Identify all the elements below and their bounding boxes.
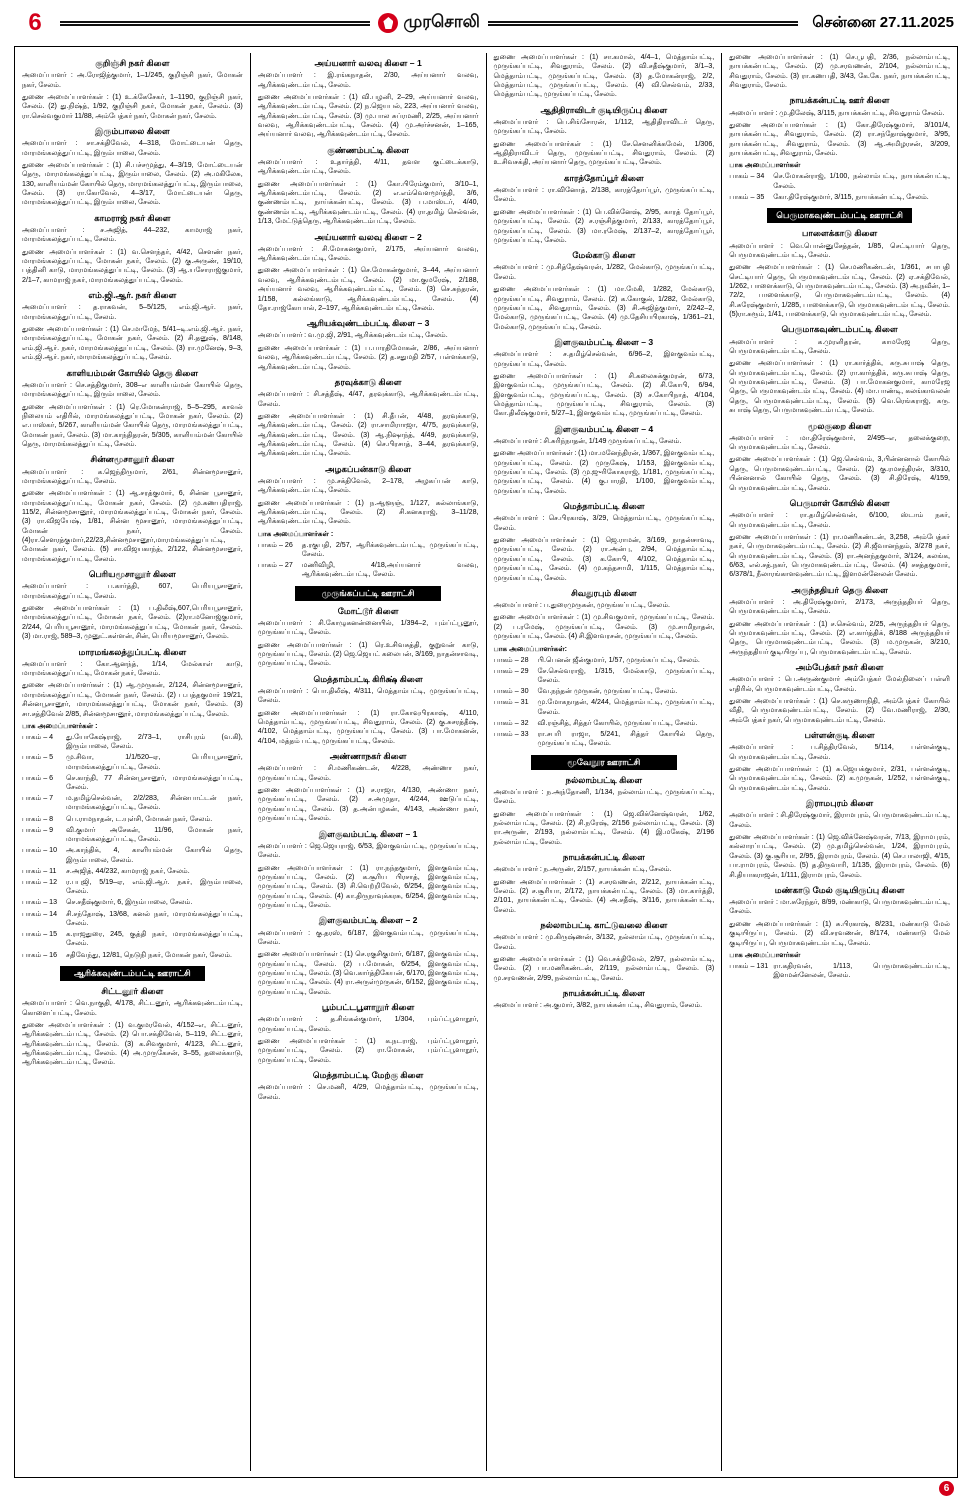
branch-heading: மோட்டூர் கிளை: [337, 605, 399, 616]
organiser-paragraph: துணை அமைப்பாளர்கள் : (1) உ.க்கேசேகர், 1–1190, குறிஞ்சி நகர், சேலம். (2) து.நிஷ்த், 1/92, குறிஞ்சி நகர், மோகன் நகர், சேலம். (3) ரா.செல்வகுமார் 11/88, அம்பேத்கர் நகர், மோகன் நகர், சேலம்.: [22, 92, 243, 120]
organiser-paragraph: அமைப்பாளர் : செ.பிரகாஷ், 3/29, மெத்தாம்பட்டி, முருங்கப்பட்டி, சேலம்.: [493, 514, 715, 532]
branch-heading: இராமபுரம் கிளை: [805, 798, 874, 809]
branch-heading: சிட்டனூர் கிளை: [101, 985, 164, 996]
organiser-paragraph: துணை அமைப்பாளர்கள் : (1) சி.பச்சமுத்து, 4–3/19, மோட்டையன் தெரு, மாரமங்கலத்துப்பட்டி, இரும்பாலை, சேலம். (2) அ.மகிலேசு, 130, காளியம்மன் கோயில் தெரு, மாரமங்கலத்துப்பட்டி, இரும்பாலை, சேலம். (3) ரா.கோவேல், 4–3/17, மோட்டையன் தெரு, மாரமங்கலத்துப்பட்டி, இரும்பாலை, சேலம்.: [22, 160, 243, 207]
organiser-paragraph: அமைப்பாளர் : சி.மணிகண்டன், 4/228, அண்ணா நகர், முருங்கப்பட்டி, சேலம்.: [257, 764, 479, 782]
part-organiser-name: கோ.திரேஷ்குமார், 3/115, நாயக்கன்பட்டி, சேலம்.: [773, 192, 929, 201]
part-number: பாகம் – 26: [257, 540, 293, 549]
part-organiser-name: செ.சதீஷ்குமார், 6, இரும்பாலை, சேலம்.: [66, 898, 193, 907]
branch-heading: இரும்பாலை கிளை: [95, 126, 170, 137]
part-organisers-subheading: பாக அமைப்பாளர்கள்:: [493, 644, 567, 653]
organiser-paragraph: துணை அமைப்பாளர்கள் : (1) கோ.திரேஷ்குமார், 3/101/4, நாயக்கன்பட்டி, சிவதுராம், சேலம். (2) ரா.சந்தோஷ்குமார், 3/95, நாயக்கன்பட்டி, சிவதுராம், சேலம். (3) ஆ.அமிழரசன், 3/209, நாயக்கன்பட்டி, சிவதுராம், சேலம்.: [729, 121, 950, 158]
organiser-paragraph: அமைப்பாளர் : பொ.திலீஷ், 4/311, மெத்தாம்பட்டி, முருங்கப்பட்டி, சேலம்.: [257, 687, 479, 705]
organiser-paragraph: அமைப்பாளர் : பெ.சிங்சோரன், 1/112, ஆதிதிராவிடர் தெரு, முருங்கப்பட்டி, சேலம்.: [493, 118, 715, 136]
organiser-paragraph: துணை அமைப்பாளர்கள் : (1) ரா.மணிகண்டன், 3,258, அம்பேத்கர் நகர், பெருமாகவுண்டம்பட்டி, சேலம். (2) சி.ஜீவானந்தம், 3/278 நகர், பெருமாகவுண்டம்பட்டி, சேலம். (3) ரா.அனந்தகுமார், 3/124, கலங்க, 6/63, எல்.சத்.நகர், பெருமாகவுண்டம்பட்டி, சேலம். (4) சசத்தகுமார், 6/378/1, நீலாரங்காளவுண்டம்பட்டி, இளமன்னேலன் சேலம்.: [729, 532, 950, 579]
part-organiser-name: பி.பெனன் ஜீன்குமார், 1/57, முருங்கப்பட்டி, சேலம்.: [537, 655, 700, 664]
part-organiser-name: மு.சிவா, 1/1/520–ஏ, பெரியபூசானூர், மாரமங்கலத்துப்பட்டி, சேலம்.: [66, 753, 243, 771]
branch-heading: நல்லாம்பட்டி காட்டுவலை கிளை: [540, 920, 668, 931]
part-number: பாகம் – 33: [493, 730, 529, 739]
organiser-paragraph: அமைப்பாளர் : ந.அருண், 2/157, நாயக்கன்பட்டி, சேலம்.: [493, 865, 672, 874]
part-number: பாகம் – 35: [729, 192, 765, 201]
organiser-paragraph: துணை அமைப்பாளர்கள் : (1) சி.கலைசுக்குமரன், 6/73, இளகுவம்பட்டி, முருங்கப்பட்டி, சேலம். (2) சி.கோபி, 6/94, இளகுவம்பட்டி, முருங்கப்பட்டி, சேலம். (3) ச.கோபிநாத், 4/104, மெத்தாம்பட்டி, முருங்கப்பட்டி, சிவதுராம், சேலம். (3) கோ.திலீஷ்குமார், 5/27–1, இளகுவம்பட்டி, முருங்கப்பட்டி, சேலம்.: [493, 371, 715, 418]
organiser-paragraph: அமைப்பாளர் : சி.மோகனகுமார், 2/175, அய்யனார் வலவு, ஆரிக்கவுண்டம்பட்டி, சேலம்.: [257, 244, 479, 263]
organiser-paragraph: அமைப்பாளர் : செ.சத்திகுமார், 308–எ காளியம்மன் கோயில் தெரு, மாரமங்கலத்துப்பட்டி, இரும்பாலை, சேலம்.: [22, 380, 243, 399]
branch-heading: ஆதிதிராவிடர் குடியிருப்பு கிளை: [540, 104, 668, 115]
organiser-paragraph: துணை அமைப்பாளர்கள் : (1) ஜெ.செல்வம், 3,பின்னனால் கோயில் தெரு, பெருமாகவுண்டம்பட்டி, சேலம். (2) கு.ரமசந்திரன், 3/310, பின்னனால் கோயில் தெரு, சேலம். (3) சி.திரேஷ், 4/159, பெருமாகவுண்டம்பட்டி, சேலம்.: [729, 455, 950, 492]
organiser-paragraph: துணை அமைப்பாளர்கள் : (1) ரா.கோவுபிரகாஷ், 4/110, மெத்தாம்பட்டி, முருங்கப்பட்டி, சிவதுராம், சேலம். (2) கு.சுசரத்தீஷ், 4/102, மெத்தாம்பட்டி, முருங்கப்பட்டி, சேலம். (3) பா.மோகனன், 4/104, மத்தம் பட்டி, முருங்கப்பட்டி, சேலம்.: [257, 708, 479, 745]
part-organisers-subheading: பாக அமைப்பாளர்கள் :: [22, 721, 98, 730]
branch-heading: அய்யனார் வலவு கிளை – 2: [314, 231, 422, 242]
organiser-paragraph: துணை அமைப்பாளர்கள் : (1) ஜெ.விக்னேஷ்வரன், 1/62, நல்லாம்பட்டி, சேலம். (2) சி.நரேஷ், 2/156 நல்லாம்பட்டி, சேலம். (3) ரா.அருண், 2/193, நல்லாம்பட்டி, சேலம். (4) இ.மகேஷ், 2/196 நல்லாம்பட்டி, சேலம்.: [493, 809, 715, 846]
organiser-paragraph: துணை அமைப்பாளர்கள் : (1) மா.மனேந்திரன், 1/367, இளகுவம்பட்டி, முருங்கப்பட்டி, சேலம். (2) முருகேஷ், 1/153, இளகுவம்பட்டி, முருங்கப்பட்டி, சேலம். (3) மு.ஜுரிகோகராஜ், 1/181, முருங்கப்பட்டி, முருங்கப்பட்டி, சேலம். (4) கு.பாரதி, 1/100, இளகுவம்பட்டி, முருங்கப்பட்டி, சேலம்.: [493, 449, 715, 495]
organiser-paragraph: அமைப்பாளர் : வெ.நாகுதி, 4/178, சிட்டனூர், ஆரிக்கவுண்டம்பட்டி, கொளைப்பட்டி, சேலம்.: [22, 999, 243, 1017]
part-organiser-row: [22, 753, 243, 771]
organiser-paragraph: அமைப்பாளர் : மு.சக்திவேல், 2–178, அழகப்பன் காடு, ஆரிக்கவுண்டம்பட்டி, சேலம்.: [257, 476, 479, 495]
branch-heading: மெத்தாம்பட்டி கிரிக்ஷ் கிளை: [313, 673, 423, 684]
organiser-paragraph: அமைப்பாளர் : அ.ரோஜித்குமார், 1–1/245, குறிஞ்சி நகர், மோகன் நகர், சேலம்.: [22, 71, 243, 89]
part-number: பாகம் – 131: [729, 961, 769, 970]
organiser-paragraph: அமைப்பாளர் : த.சிங்கன்குமார், 1/304, பும்ப்ட்பூளாநூர், முருங்கப்பட்டி, சேலம்.: [257, 1015, 479, 1033]
organiser-paragraph: துணை அமைப்பாளர்கள் : (1) ச.செல்வம், 2/25, அருந்ததியர் தெரு, பெருமாகவுண்டம்பட்டி, சேலம். (2) எ.கார்த்திக், 8/188 அருந்ததியர் தெரு, பெருமாகவுண்டம்பட்டி, சேலம். (3) ம.முருகன், 3/210, அருந்ததியர் குடியிருப்பு, பெருமாகவுண்டம்பட்டி, சேலம்.: [729, 619, 950, 656]
masthead-center: [378, 12, 480, 34]
branch-heading: அம்பேத்கர் நகர் கிளை: [795, 662, 884, 673]
organiser-paragraph: அமைப்பாளர் : வ.மு.ஜி, 2/91, ஆரிக்கவுண்டம்பட்டி, சேலம்.: [257, 331, 448, 340]
part-organiser-row: [22, 846, 243, 864]
part-number: பாகம் – 9: [22, 825, 54, 834]
organiser-paragraph: துணை அமைப்பாளர்கள் : (1) ஜெ.ராமன், 3/169, நாதன்சாவடி, முருங்கப்பட்டி, சேலம். (2) ரா.அன்பு, 2/94, மெத்தாம்பட்டி, முருங்கப்பட்டி, சேலம். (3) க.கோபி, 4/102, மெத்தாம்பட்டி, முருங்கப்பட்டி, சேலம். (4) மு.கந்தசாமி, 1/115, மெத்தாம்பட்டி, முருங்கப்பட்டி, சேலம்.: [493, 536, 715, 582]
part-number: பாகம் – 7: [22, 794, 54, 803]
part-organiser-name: செ.மோகன்ராஜ், 1/100, நல்லாம்பட்டி, நாயக்கன்பட்டி, சேலம்.: [773, 172, 950, 190]
organiser-paragraph: துணை அமைப்பாளர்கள் : (1) ரா.நந்தகுமார், இளகுவம்பட்டி, முருங்கப்பட்டி, சேலம். (2) க.சூரிய பிரசாத், இளகுவம்பட்டி, முருங்கப்பட்டி, சேலம். (3) சி.வெற்றிவேல், 6/254, இளகுவம்பட்டி, முருங்கப்பட்டி, சேலம். (4) கா.திருநாவுக்கரசு, 6/254, இளகுவம்பட்டி, முருங்கப்பட்டி, சேலம்.: [257, 863, 479, 909]
organiser-paragraph: துணை அமைப்பாளர்கள் : (1) ஆ.சரத்குமார், 6, சின்ன பூசானூர், மாரமங்கலத்துப்பட்டி, மோகன் நகர், சேலம். (2) மு.கணபதிராஜ், 115/2, சின்னமூசானூர், மாரமங்கலத்துப்பட்டி, மோகன் நகர், சேலம். (3) ரா.விஜயேஷ், 1/81, சின்ன மூசானூர், மாரமங்கலத்துப்பட்டி, மோகன் நகர், சேலம். (4)ரா.சௌரத்குமார்,22/23,சின்னமூசானூர்,மாரமங்கலத்துப்பட்டி, மோகன் நகர், சேலம். (5) சா.விஜயகாந்த், 2/122, சின்னமூசானூர், மாரமங்கலத்துப்பட்டி, சேலம்.: [22, 489, 243, 563]
part-number: பாகம் – 4: [22, 732, 54, 741]
part-organiser-name: சதிவேந்து, 12/81, நெடுநி நகர், மோகன் நகர், சேலம்.: [66, 950, 232, 959]
part-number: பாகம் – 16: [22, 950, 58, 959]
organiser-paragraph: துணை அமைப்பாளர்கள் : (1) ரா.கார்த்திக், கரு.சுபாஷ் தெரு, பெருமாகவுண்டம்பட்டி, சேலம். (2) ரா.கார்த்திக், கரு.சுபாஷ் தெரு, பெருமாகவுண்டம்பட்டி, சேலம். (3) பா.மோகனகுமார், காமரேஜ தெரு, பெருமாகவுண்டம்பட்டி, சேலம். (4) மா.பாண்டி, கலங்காவலன் தெரு, பெருமாகவுண்டம்பட்டி, சேலம். (5) வெ.ரெங்கராஜ், கரு. சுபாஷ் தெரு, பெருமாகவுண்டம்பட்டி, சேலம்.: [729, 359, 950, 415]
branch-heading: பெருமாகவுண்டம்பட்டி கிளை: [781, 324, 898, 335]
part-organiser-name: ச.அஜித், 44/232, காமராஜ் நகர், சேலம்.: [66, 866, 190, 875]
organiser-paragraph: துணை அமைப்பாளர்கள் : (1) சி.தீபன், 4/48, தரவுக்காடு, ஆரிக்கவுண்டம்பட்டி, சேலம். (2) ரா.சாமிராாஜா, 4/75, தரவுக்காடு, ஆரிக்கவுண்டம்பட்டி, சேலம். (3) ஆ.நிஷாந்த், 4/49, தரவுக்காடு, ஆரிக்கவுண்டம்பட்டி, சேலம். (4) செ.பிரசாத், 3–44, தரவுக்காடு, ஆரிக்கவுண்டம்பட்டி, சேலம்.: [257, 411, 479, 458]
part-organisers-subheading: பாக அமைப்பாளர்கள் :: [257, 529, 334, 538]
organiser-paragraph: துணை அமைப்பாளர்கள் : (1) ச.சரவணன், 2/212, நாயக்கன்பட்டி, சேலம். (2) ச.சூரியா, 2/172, நாயக்கன்பட்டி, சேலம். (3) மா.கார்த்தி, 2/101, நாயக்கன்பட்டி, சேலம். (4) அ.சதீஷ், 3/116, நாயக்கன்பட்டி, சேலம்.: [493, 877, 715, 914]
organiser-paragraph: அமைப்பாளர் : ப.கார்த்தி, 607, பெரியபூசானூர், மாரமங்கலத்துப்பட்டி, சேலம்.: [22, 582, 243, 600]
part-number: பாகம் – 8: [22, 814, 54, 823]
part-organiser-name: து.யோகேஷ்ராஜ், 2/73–1, ராசிபுரம் (வ.கி), இரும்பாலை, சேலம்.: [66, 732, 243, 751]
organiser-paragraph: அமைப்பாளர் : மா.சுரேந்தர், 8/99, மண்காடு, பெருமாகவுண்டம்பட்டி, சேலம்.: [729, 898, 950, 916]
branch-heading: அண்ணாநகர் கிளை: [329, 751, 407, 762]
part-organiser-name: சே.செல்வராஜ், 1/315, மேல்காடு, முருங்கப்பட்டி, சேலம்.: [537, 666, 715, 684]
organiser-paragraph: அமைப்பாளர் : ரா.வினோத், 2/138, காரத்தோப்பூர், முருங்கப்பட்டி, சேலம்.: [493, 186, 715, 204]
organiser-paragraph: துணை அமைப்பாளர்கள் : (1) வி.பழனி, 2–29, அய்யனார் வலவு, ஆரிக்கவுண்டம்பட்டி, சேலம். (2) ந.ஜெயபல், 223, அய்யனார் வலவு, ஆரிக்கவுண்டம்பட்டி, சேலம். (3) மு.பால சுப்ரமணி, 2/25, அய்யனார் வலவு, ஆரிக்கவுண்டம்பட்டி, சேலம். (4) மு.அர்ச்சனன், 1–165, அய்யனார் வலவு, ஆரிக்கவுண்டம்பட்டி, சேலம்.: [257, 92, 479, 139]
organiser-paragraph: துணை அமைப்பாளர்கள் : (1) செ.மணிகண்டன், 1/361, சபாபதி செட்டியார் தெரு, பெருமாகவுண்டம்பட்டி, சேலம். (2) ஏ.சக்திவேல், 1/262, பாளைக்காடு, பெருமாகவுண்டம்பட்டி, சேலம். (3) அ.நவீன், 1–72/2, பாளைக்காடு, பெருமாகவுண்டம்பட்டி, சேலம். (4) சி.சுரேஷ்குமார், 1/285, பாளைக்காடு, பெருமாகவுண்டம்பட்டி, சேலம். (5)ரா.சுரூம், 1/41, பாளைக்காடு, பெருமாகவுண்டம்பட்டி, சேலம்.: [729, 263, 950, 319]
part-organiser-row: [729, 193, 950, 202]
part-organiser-row: [494, 698, 715, 716]
organiser-paragraph: துணை அமைப்பாளர்கள் : (1) சே.சௌனிக்கமேல், 1/306, ஆதிதிராவிடர் தெரு, முருங்கப்பட்டி, சிவதுராம், சேலம். (2) உ.சிவசக்தி, அய்யனார் தெரு, முருங்கப்பட்டி, சேலம்.: [493, 139, 715, 167]
branch-heading: நல்லாம்பட்டி கிளை: [565, 774, 643, 785]
part-organiser-name: த.ரகுபதி, 2/57, ஆரிக்கவுண்டம்பட்டி, முருங்கப்பட்டி, சேலம்.: [301, 540, 479, 558]
branch-heading: நாயக்கன்பட்டி கிளை: [562, 852, 645, 863]
part-organiser-row: [22, 878, 243, 896]
part-organiser-name: அ.காந்திக், 4, காளியம்மன் கோயில் தெரு, இரும்பாலை, சேலம்.: [66, 846, 243, 864]
part-number: பாகம் – 34: [729, 172, 765, 181]
part-organiser-name: க.ராஜதுரை, 245, குத்தி நகர், மாரமங்கலத்துப்பட்டி, சேலம்.: [66, 930, 243, 948]
part-number: பாகம் – 13: [22, 898, 58, 907]
organiser-paragraph: துணை அமைப்பாளர்கள் : (1) மா.மேகி, 1/282, மேல்காடு, முருங்கப்பட்டி, சிவதுராம், சேலம். (2) க.கோகுல், 1/282, மேல்காடு, முருங்கப்பட்டி, சிவதுராம், சேலம். (3) சி.அஜித்குமார், 2/242–2, மேல்காடு, முருங்கப்பட்டி, சேலம். (4) மு.தேசியபிரகாஷ், 1/361–21, மேல்காடு, முருங்கப்பட்டி, சேலம்.: [493, 285, 715, 331]
branch-heading: காளியம்மன் கோயில் தெரு கிளை: [66, 367, 199, 378]
organiser-paragraph: அமைப்பாளர் : மு.திலேஷ், 3/115, நாயக்கன்பட்டி, சிவதுராம் சேலம்.: [729, 108, 945, 117]
part-organiser-row: [22, 930, 243, 948]
branch-heading: இளகுவம்பட்டி கிளை – 3: [554, 336, 654, 347]
branch-heading: நாயக்கன்பட்டி கிளை: [562, 988, 645, 999]
organiser-paragraph: அமைப்பாளர் : கு.தரஸ், 6/187, இளகுவம்பட்டி, முருங்கப்பட்டி, சேலம்.: [257, 928, 479, 946]
column-2: [250, 53, 486, 1471]
organiser-paragraph: துணை அமைப்பாளர்கள் : (1) சு.ஜெயக்குமார், 2/31, பள்ளன்குடி, பெருமாகவுண்டம்பட்டி, சேலம். (2) க.முருகன், 1/252, பள்ளன்குடி, பெருமாகவுண்டம்பட்டி, சேலம்.: [729, 765, 950, 792]
page-number-badge: 6: [939, 1481, 954, 1496]
organiser-paragraph: அமைப்பாளர் : ச.அஜித், 44–232, காமராஜ் நகர், மாரமங்கலத்துப்பட்டி, சேலம்.: [22, 226, 243, 244]
organiser-paragraph: அமைப்பாளர் : ப.சித்திரவேல், 5/114, பள்ளன்குடி, பெருமாகவுண்டம்பட்டி, சேலம்.: [729, 743, 950, 761]
page-number-left: 6: [28, 9, 42, 36]
part-organiser-name: வி.குமார் அசேகன், 11/96, மோகன் நகர், மாரமங்கலத்துப்பட்டி, சேலம்.: [66, 825, 243, 844]
edition-date: சென்னை 27.11.2025: [812, 13, 954, 31]
part-organiser-row: [258, 561, 479, 579]
branch-heading: தரவுக்காடு கிளை: [334, 376, 402, 387]
branch-heading: மெத்தாம்பட்டி கிளை: [563, 501, 645, 512]
column-1: [15, 53, 250, 1471]
organiser-paragraph: அமைப்பாளர் : பெ.அருண்குமார் அம்பேத்கர் மேல்நிலைப் பள்ளி எதிரில், பெருமாகவுண்டம்பட்டி, சேலம்.: [729, 675, 950, 693]
branch-heading: காமராஜ் நகர் கிளை: [94, 212, 171, 223]
organiser-paragraph: துணை அமைப்பாளர்கள் : (1) ரெ.மோகன்ராஜ், 5–5–295, காவல் நிலையம் எதிரில், மாரமங்கலத்துப்பட்டி, மோகன் நகர், சேலம். (2) எ.பாஸ்கர், 5/267, காளியம்மன் கோயில் தெரு, மாரமங்கலத்துப்பட்டி, மோகன் நகர், சேலம். (3) மா.காந்திதரன், 5/305, காளியம்மன் கோயில் தெரு, மாரமங்கலத்துப்பட்டி, சேலம்.: [22, 402, 243, 448]
branch-heading: அழகப்பன்காடு கிளை: [325, 463, 412, 474]
part-organisers-subheading: பாக அமைப்பாளர்கள்: [729, 950, 801, 959]
organiser-paragraph: துணை அமைப்பாளர்கள் : (1) ப.பாரதிமோகன், 2/86, அய்யனார் வலவு, ஆரிக்கவுண்டம்பட்டி, சேலம். (2) த.சதுமதி 2/57, பள்ளக்காடு, ஆரிக்கவுண்டம்பட்டி, சேலம்.: [257, 343, 479, 371]
part-organiser-row: [22, 733, 243, 751]
organiser-paragraph: துணை அமைப்பாளர்கள் : (1) ஜெ.விக்னேஷ்வரன், 7/13, இராமபுரம், கல்லாரப்பட்டி, சேலம். (2) மு.தமிழ்செல்வன், 1/24, இராமபுரம், சேலம். (3) கு.சூரியா, 2/95, இராமபுரம், சேலம். (4) செ.பாலாஜி, 4/15, பா.ராமபுரம், சேலம். (5) த.திருவாரி, 1/135, இராமபுரம், சேலம். (6) சி.தியாகராஜன், 1/111, இராமபுரம், சேலம்.: [729, 833, 950, 879]
branch-heading: நாயக்கன்பட்டி ஊர் கிளை: [789, 95, 890, 106]
part-organiser-name: சி.சந்தோஷ், 13/68, கனல் நகர், மாரமங்கலத்துப்பட்டி, சேலம்.: [66, 909, 243, 927]
organiser-paragraph: துணை அமைப்பாளர்கள் : (1) சா.கமால், 4/4–1, மெத்தாம்பட்டி, முருங்கப்பட்டி, சிவதுராம், சேலம். (2) வி.சதீஷ்குமார், 3/1–3, மெத்தாம்பட்டி, முருங்கப்பட்டி, சேலம். (3) த.மோகன்ராஜ், 2/2, மெத்தாம்பட்டி, முருங்கப்பட்டி, சேலம். (4) வி.செல்வம், 2/33, மெத்தாம்பட்டி, முருங்கப்பட்டி, சேலம்.: [493, 53, 715, 99]
organiser-paragraph: துணை அமைப்பாளர்கள் : (1) பெ.விக்னேஷ், 2/95, காரத் தோப்பூர், முருங்கப்பட்டி, சேலம். (2) ச.ரஞ்சித்குமார், 2/133, காரத்தோப்பூர், முருங்கப்பட்டி, சேலம். (3) மா.ரமேஷ், 2/137–2, காரத்தோப்பூர், முருங்கப்பட்டி, சேலம்.: [493, 207, 715, 244]
part-organiser-row: [494, 656, 715, 665]
part-organiser-row: [729, 962, 950, 980]
organiser-paragraph: துணை அமைப்பாளர்கள் : (1) செ.மோகன்குமார், 3–44, அய்யனார் வலவு, ஆரிக்கவுண்டம்பட்டி, சேலம். (2) மா.குமரேஷ், 2/188, அய்யனார் வலவு, ஆரிக்கவுண்டம்பட்டி, சேலம். (3) செ.சுந்தரன், 1/158, கல்லங்காடு, ஆரிக்கவுண்டம்பட்டி, சேலம். (4) தோ.ராஜ்கோபால், 2–197, ஆரிக்கவுண்டம்பட்டி, சேலம்.: [257, 266, 479, 312]
branch-heading: மாரமங்கலத்துப்பட்டி கிளை: [78, 646, 187, 657]
organiser-paragraph: துணை அமைப்பாளர்கள் : (1) வ.சௌந்தர், 4/42, சௌண் நகர், மாரமங்கலத்துப்பட்டி, மோகன் நகர், சேலம். (2) கு.அருண், 19/10, பத்தினி காடு, மாரமங்கலத்துப்பட்டி, சேலம். (3) ஆ.யசோராஜ்குமார், 2/1–7, காமராஜ் நகர், மாரமங்கலத்துப்பட்டி, சேலம்.: [22, 247, 243, 284]
part-organiser-row: [494, 687, 715, 696]
masthead: [0, 0, 972, 46]
organiser-paragraph: அமைப்பாளர் : க.ஜெந்திருமார், 2/61, சின்னமூசானூர், மாரமங்கலத்துப்பட்டி, சேலம்.: [22, 467, 243, 485]
publication-title: முரசொலி: [403, 12, 480, 31]
part-organiser-row: [22, 815, 243, 824]
column-4: [721, 53, 957, 1471]
branch-heading: பெருமாள் கோயில் கிளை: [789, 497, 890, 508]
organiser-paragraph: அமைப்பாளர் : சி.சத்தீஷ், 4/47, தரவுக்காடு, ஆரிக்கவுண்டம்பட்டி, சேலம்.: [257, 390, 479, 408]
branch-heading: குண்ணம்பட்டி கிளை: [327, 144, 409, 155]
organiser-paragraph: துணை அமைப்பாளர்கள் : (1) ப.திலீஷ்,607,பெரியபூசானூர், மாரமங்கலத்துப்பட்டி, மோகன் நகர், சேலம். (2)ரா.மனோஜ்குமார், 2/244, பெரியபூசானூர், மாரமங்கலத்துப்பட்டி, மோகன் நகர், சேலம். (3) மா.ராஜ், 589–3, முனுட்.கள்ளன், சின், பெரியமூசானூர், சேலம்.: [22, 604, 243, 641]
organiser-paragraph: அமைப்பாளர் : செ.மணி, 4/29, மெத்தாம்பட்டி, முருங்கப்பட்டி, சேலம்.: [257, 1083, 479, 1101]
organiser-paragraph: அமைப்பாளர் : சி.சுரிந்நாதன், 1/149 முருங்கப்பட்டி, சேலம்.: [493, 436, 682, 445]
branch-heading: ஆரியக்வுண்டம்பட்டி கிளை – 3: [306, 318, 430, 329]
part-organiser-row: [22, 951, 243, 960]
article-columns: [14, 46, 958, 1478]
organiser-paragraph: அமைப்பாளர் : சி.கோழுகனன்னையில், 1/394–2, பும்ப்ட்பூனூர், முருங்கப்பட்டி, சேலம்.: [257, 618, 479, 637]
part-organisers-subheading: பாக அமைப்பாளர்கள்: [729, 161, 801, 170]
part-number: பாகம் – 27: [257, 561, 293, 570]
part-organiser-row: [22, 826, 243, 844]
part-organiser-name: ரா.கதிரவன், 1/113, பெருமாகவுண்டம்பட்டி, இளமன்னேலன், சேலம்.: [773, 961, 950, 980]
panchayat-heading: ஆரிக்கவுண்டம்பட்டி ஊராட்சி: [60, 966, 206, 981]
branch-heading: எம்.ஜி.ஆர். நகர் கிளை: [88, 290, 177, 301]
part-organiser-name: ரா.சபரி ராஜா, 5/241, சித்தர் கோயில் தெரு, முருங்கப்பட்டி, சேலம்.: [537, 730, 715, 748]
branch-heading: இளகுவம்பட்டி கிளை – 4: [554, 423, 654, 434]
branch-heading: பள்ளன்குடி கிளை: [804, 730, 875, 741]
organiser-paragraph: அமைப்பாளர் : மு.கிருஷ்ணன், 3/132, நல்லாம்பட்டி, முருங்கப்பட்டி, சேலம்.: [493, 933, 715, 951]
branch-heading: அய்யனார் வலவு கிளை – 1: [314, 58, 422, 68]
organiser-paragraph: துணை அமைப்பாளர்கள் : (1) ஆ.முருகன், 2/124, சின்னமூசானூர், மாரமங்கலத்துப்பட்டி, மோகன் நகர், சேலம். (2) ப.பத்தகுமார் 19/21, சின்னபூசானூர், மாரமங்கலத்துப்பட்டி, மோகன் நகர், சேலம். (3) சா.சத்திவேல் 2/85, சின்னமூசானூர், மாரமங்கலத்துப்பட்டி, சேலம்.: [22, 681, 243, 718]
organiser-paragraph: அமைப்பாளர் : த.ராகவன், 5–5/125, எம்.ஜி.ஆர். நகர், மாரமங்கலத்துப்பட்டி, சேலம்.: [22, 303, 243, 321]
branch-heading: பூம்பட்டபூளாநூர் கிளை: [321, 1002, 415, 1013]
part-number: பாகம் – 29: [493, 666, 529, 675]
organiser-paragraph: துணை அமைப்பாளர்கள் : (1) செ.ரகுசிகுமார், 6/187, இளகுவம்பட்டி, முருங்கப்பட்டி, சேலம். (2) ப.மோகன், 6/254, இளகுவம்பட்டி, முருங்கப்பட்டி, சேலம். (3) வெ.கார்த்திகேயன், 6/170, இளகுவம்பட்டி, முருங்கப்பட்டி, சேலம். (4) ரா.அருள்முருகன், 6/152, இளகுவம்பட்டி, முருங்கப்பட்டி, சேலம்.: [257, 950, 479, 996]
panchayat-heading: பெருமாகவுண்டம்பட்டி ஊராட்சி: [767, 208, 913, 223]
part-number: பாகம் – 5: [22, 753, 54, 762]
organiser-paragraph: துணை அமைப்பாளர்கள் : (1) ச.ராஜா, 4/130, அண்ணா நகர், முருங்கப்பட்டி, சேலம். (2) ச.அமுதா, 4/244, ஊடுப்பட்டி, முருங்கப்பட்டி, சேலம். (3) த.அன்பழகன், 4/143, அண்ணா நகர், முருங்கப்பட்டி, சேலம்.: [257, 786, 479, 823]
part-organiser-name: மணிவிழி, 4/18,அய்யனார் வலவு, ஆரிக்கவுண்டம்பட்டி, சேலம்.: [301, 561, 479, 579]
part-number: பாகம் – 11: [22, 866, 57, 875]
organiser-paragraph: அமைப்பாளர் : உதார்த்தி, 4/11, தவள குட்டைக்காடு, ஆரிக்கவுண்டம்பட்டி, சேலம்.: [257, 157, 479, 176]
part-number: பாகம் – 30: [493, 687, 529, 696]
part-number: பாகம் – 10: [22, 846, 58, 855]
part-organiser-row: [22, 867, 243, 876]
organiser-paragraph: அமைப்பாளர் : ரா.தமிழ்செல்வன், 6/100, ஸ்டாம் நகர், பெருமாகவுண்டம்பட்டி, சேலம்.: [729, 511, 950, 529]
part-organiser-row: [22, 794, 243, 812]
part-number: பாகம் – 31: [493, 698, 529, 707]
organiser-paragraph: அமைப்பாளர் : ப.துரைமுருகன், முருங்கப்பட்டி, சேலம்.: [493, 601, 671, 610]
branch-heading: மேல்காடு கிளை: [572, 250, 636, 261]
panchayat-heading: முருங்கப்பட்டி ஊராட்சி: [295, 586, 441, 601]
organiser-paragraph: துணை அமைப்பாளர்கள் : (1) ந.ஆளூஞ், 1/127, கல்லாங்காடு, ஆரிக்கவுண்டம்பட்டி, சேலம். (2) சி.கனகராஜ், 3–11/28, ஆரிக்கவுண்டம்பட்டி, சேலம்.: [257, 498, 479, 526]
organiser-paragraph: அமைப்பாளர் : மு.சித்தேஷ்வரன், 1/282, மேல்காடு, முருங்கப்பட்டி, சேலம்.: [493, 263, 715, 281]
part-organiser-row: [22, 910, 243, 928]
masthead-rule-left: [60, 21, 370, 26]
organiser-paragraph: அமைப்பாளர் : கோ.ஆனந்த், 1/14, மேல்காள் காடு, மாரமங்கலத்துப்பட்டி, மோகன் நகர், சேலம்.: [22, 659, 243, 678]
part-number: பாகம் – 28: [493, 655, 529, 664]
part-number: பாகம் – 12: [22, 877, 58, 886]
part-organiser-name: மு.மோகநாதன், 4/244, மெத்தாம்பட்டி, முருங்கப்பட்டி, சேலம்.: [537, 698, 715, 716]
panchayat-heading: மூவேநூர ஊராட்சி: [531, 755, 677, 770]
part-organiser-row: [494, 667, 715, 685]
column-3: [486, 53, 722, 1471]
murasoli-emblem-icon: [378, 13, 398, 33]
organiser-paragraph: அமைப்பாளர் : சா.சக்திவேல், 4–318, மோட்டையன் தெரு, மாரமங்கலத்துப்பட்டி, இரும்பாலை, சேலம்.: [22, 139, 243, 157]
part-organiser-name: ம.தமிழ்செல்வன், 2/2/283, சின்னபாட்டன் நகர், மாரமங்கலத்துப்பட்டி, சேலம்.: [66, 794, 243, 812]
organiser-paragraph: துணை அமைப்பாளர்கள் : (1) மு.சிவகுமார், முருங்கப்பட்டி, சேலம். (2) ப.ரமேஷ், முருங்கப்பட்டி, சேலம். (3) மு.சாமிநாதன், முருங்கப்பட்டி, சேலம். (4) சி.இளவரசன், முருங்கப்பட்டி, சேலம்.: [493, 613, 715, 641]
part-organiser-row: [22, 898, 243, 907]
part-organiser-row: [494, 719, 715, 728]
organiser-paragraph: அமைப்பாளர் : வெ.பொன்னுசேத்தன், 1/85, செட்டியார் தெரு, பெருமாகவுண்டம்பட்டி, சேலம்.: [729, 241, 950, 259]
part-number: பாகம் – 32: [493, 718, 529, 727]
organiser-paragraph: அமைப்பாளர் : அ.குமார், 3/82, நாயக்கன்பட்டி, சிவதுராம், சேலம்.: [493, 1001, 703, 1010]
part-organiser-name: வி.ரஞ்சித், சித்தர் கோயில், முருங்கப்பட்டி, சேலம்.: [537, 718, 698, 727]
masthead-rule-right: [488, 21, 798, 26]
branch-heading: பெரியமூசானூர் கிளை: [88, 569, 176, 580]
branch-heading: மூலகுறை கிளை: [807, 420, 872, 431]
branch-heading: இளகுவம்பட்டி கிளை – 2: [318, 915, 418, 926]
organiser-paragraph: துணை அமைப்பாளர்கள் : (1) வ.குமரவேல், 4/152–எ, சிட்டனூர், ஆரிக்கவுண்டம்பட்டி, சேலம். (2) பொ.சக்திவேல், 5–119, சிட்டனூர், ஆரிக்கவுண்டம்பட்டி, சேலம். (3) க.சிவகுமார், 4/123, சிட்டனூர், ஆரிக்கவுண்டம்பட்டி, சேலம். (4) அ.முருகேசன், 3–55, தலைக்காடு, ஆரிக்கவுண்டம்பட்டி, சேலம்.: [22, 1020, 243, 1067]
part-organiser-name: வே.நந்தன் முருகன், முருங்கப்பட்டி, சேலம்.: [537, 687, 678, 696]
organiser-paragraph: அமைப்பாளர் : ஜெ.ஜெயராஜ், 6/53, இளகுவம்பட்டி, முருங்கப்பட்டி, சேலம்.: [257, 841, 479, 860]
branch-heading: காரத்தோப்பூர் கிளை: [564, 172, 644, 183]
branch-heading: மண்காடு மேல் குடியிருப்பு கிளை: [774, 884, 905, 895]
branch-heading: பாளைக்காடு கிளை: [802, 228, 878, 239]
organiser-paragraph: துணை அமைப்பாளர்கள் : (1) வெ.சக்திவேல், 2/97, நல்லாம்பட்டி, சேலம். (2) பா.மணிகண்டன், 2/119, நல்லாம்பட்டி, சேலம். (3) மு.சரவணன், 2/99, நல்லாம்பட்டி, சேலம்.: [493, 955, 715, 982]
organiser-paragraph: துணை அமைப்பாளர்கள் : (1) சு.பிரகாஷ், 8/231, மண்காடு மேல் குடியிருப்பு, சேலம். (2) வி.சரவணன், 8/174, மண்காடு மேல் குடியிருப்பு, பெருமாகவுண்டம்பட்டி, சேலம்.: [729, 919, 950, 947]
organiser-paragraph: அமைப்பாளர் : இ.ரங்கநாதன், 2/30, அய்யனார் வலவு, ஆரிக்கவுண்டம்பட்டி, சேலம்.: [257, 71, 479, 89]
part-number: பாகம் – 15: [22, 930, 58, 939]
branch-heading: இளகுவம்பட்டி கிளை – 1: [318, 828, 418, 839]
organiser-paragraph: அமைப்பாளர் : க.முரளிதரன், காமரேஜ தெரு, பெருமாகவுண்டம்பட்டி, சேலம்.: [729, 337, 950, 355]
organiser-paragraph: அமைப்பாளர் : அ.திரேஷ்குமார், 2/173, அருந்ததியர் தெரு, பெருமாகவுண்டம்பட்டி, சேலம்.: [729, 597, 950, 616]
part-organiser-row: [258, 541, 479, 559]
part-number: பாகம் – 14: [22, 909, 58, 918]
organiser-paragraph: அமைப்பாளர் : சி.திரேஷ்குமார், இராமபுரம், பெருமாகவுண்டம்பட்டி, சேலம்.: [729, 811, 950, 829]
branch-heading: குறிஞ்சி நகர் கிளை: [95, 58, 170, 68]
organiser-paragraph: துணை அமைப்பாளர்கள் : (1) ரெ.உசிவசுத்தி, குறுவன் காடு, முருங்கப்பட்டி, சேலம். (2) ஜெ.ஜெயட் கலைபன், 3/169, நாதன்சாவடி, முருங்கப்பட்டி, சேலம்.: [257, 640, 479, 668]
branch-heading: அருந்ததியா் தெரு கிளை: [791, 584, 888, 595]
part-organiser-name: செ.காந்தி, 77 சின்னபூசானூர், மாரமங்கலத்துப்பட்டி, சேலம்.: [66, 773, 243, 792]
part-organiser-row: [494, 730, 715, 748]
part-organiser-name: ர.பபுஜி, 5/19–ஏ, எம்.ஜி.ஆர். நகர், இரும்பாலை, சேலம்.: [66, 877, 243, 896]
organiser-paragraph: அமைப்பாளர் : ச.தமிழ்செல்வன், 6/96–2, இளகுவம்பட்டி, முருங்கப்பட்டி, சேலம்.: [493, 350, 715, 368]
organiser-paragraph: துணை அமைப்பாளர்கள் : (1) செ.பூபதி, 2/36, நல்லாம்பட்டி, நாயக்கன்பட்டி, சேலம். (2) மு.சரவணன், 2/104, நல்லாம்பட்டி, சிவதுராம், சேலம். (3) ரா.கணபதி, 3/43, கே.கே. நகர், நாயக்கன்பட்டி, சிவதுராம், சேலம்.: [729, 53, 950, 90]
organiser-paragraph: துணை அமைப்பாளர்கள் : (1) கோ.பிரேம்குமார், 3/10–1, ஆரிக்கவுண்டம்பட்டி, சேலம். (2) எ.எம்வெளமூர்த்தி, 3/6, குண்ணம்பட்டி, நாய்க்கன்பட்டி, சேலம். (3) ப.மாஸ்டர், 4/40, குண்ணம்பட்டி, ஆரிக்கவுண்டம்பட்டி, சேலம். (4) ரா.தமிழ் செல்வன், 1/13, மேட்டுத்தெரு, ஆரிக்கவுண்டம்பட்டி, சேலம்.: [257, 179, 479, 226]
organiser-paragraph: அமைப்பாளர் : மா.திரேஷ்குமார், 2/495–எ, தலைக்குறை, பெருமாகவுண்டம்பட்டி, சேலம்.: [729, 433, 950, 452]
part-number: பாகம் – 6: [22, 773, 54, 782]
branch-heading: சின்னமூசானூர் கிளை: [90, 454, 175, 465]
part-organiser-row: [22, 774, 243, 792]
branch-heading: மெத்தாம்பட்டி மேற்கு கிளை: [312, 1070, 424, 1081]
organiser-paragraph: அமைப்பாளர் : ந.அந்தோணி, 1/134, நல்லாம்பட்டி, முருங்கப்பட்டி, சேலம்.: [493, 787, 715, 806]
part-organiser-name: பெ.ராமநாதன், ட.யுள்சி, மோகன் நகர், சேலம்.: [66, 814, 213, 823]
organiser-paragraph: துணை அமைப்பாளர்கள் : (1) க.நடராஜ், பும்ப்ட்பூளாநூர், முருங்கப்பட்டி, சேலம். (2) ரா.மோகன், பும்ப்ட்பூளாநூர், முருங்கப்பட்டி, சேலம்.: [257, 1037, 479, 1064]
organiser-paragraph: துணை அமைப்பாளர்கள் : (1) செ.மாமேந், 5/41–டி.எம்.ஜி.ஆர். நகர், மாரமங்கலத்துப்பட்டி, மோகன் நகர், சேலம். (2) சி.தனுஷ், 8/148, எம்.ஜி.ஆர். நகர், மாரமங்கலத்துப்பட்டி, சேலம். (3) ரா.முனேஷ், 9–3, எம்.ஜி.ஆர். நகர், மாரமங்கலத்துப்பட்டி, சேலம்.: [22, 325, 243, 362]
branch-heading: சிவதுரபும் கிளை: [571, 587, 637, 598]
organiser-paragraph: துணை அமைப்பாளர்கள் : (1) செ.கருணாநிதி, அம்பேத்கர் கோயில் வீதி, பெருமாகவுண்டம்பட்டி, சேலம். (2) வே.மணிராஜ், 2/30, அம்பேத்கர் நகர், பெருமாகவுண்டம்பட்டி, சேலம்.: [729, 697, 950, 724]
part-organiser-row: [729, 172, 950, 190]
